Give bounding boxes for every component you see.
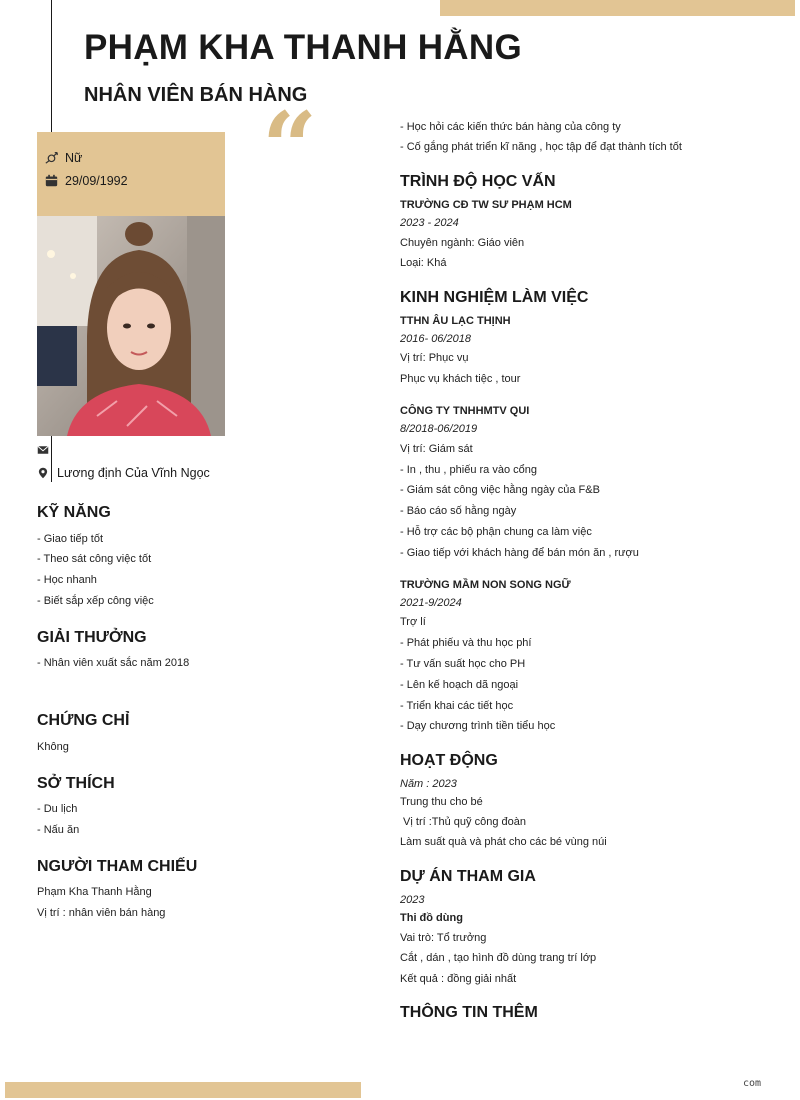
education-major: Chuyên ngành: Giáo viên (400, 237, 525, 249)
project-name: Thi đồ dùng (400, 912, 463, 924)
location-pin-icon (37, 467, 49, 479)
job-line: - Dạy chương trình tiền tiểu học (400, 720, 556, 732)
candidate-name: PHẠM KHA THANH HẰNG (84, 28, 522, 67)
job-title: NHÂN VIÊN BÁN HÀNG (84, 84, 308, 106)
address-value: Lương định Của Vĩnh Ngọc (57, 466, 210, 480)
references-title: NGƯỜI THAM CHIẾU (37, 858, 198, 875)
project-line: Cắt , dán , tạo hình đồ dùng trang trí lớp (400, 952, 597, 964)
job-line: Vị trí: Giám sát (400, 443, 473, 455)
birthdate-row (45, 169, 225, 192)
gender-icon (45, 151, 58, 164)
job-line: - Hỗ trợ các bộ phận chung ca làm việc (400, 526, 592, 538)
awards-title: GIẢI THƯỞNG (37, 629, 147, 646)
job-line: Trợ lí (400, 616, 426, 628)
address-row (37, 466, 210, 480)
skill-item: - Biết sắp xếp công việc (37, 595, 154, 607)
quote-mark-icon: “ (262, 91, 318, 204)
job-company: TRƯỜNG MẦM NON SONG NGỮ (400, 579, 571, 591)
objective-item: - Học hỏi các kiến thức bán hàng của công ty (400, 121, 621, 133)
job-line: - Báo cáo số hằng ngày (400, 505, 517, 517)
personal-info-box (37, 132, 225, 216)
education-title: TRÌNH ĐỘ HỌC VẤN (400, 173, 556, 190)
reference-item: Phạm Kha Thanh Hằng (37, 886, 152, 898)
job-period: 2016- 06/2018 (400, 333, 471, 345)
education-period: 2023 - 2024 (400, 217, 459, 229)
extra-info-title: THÔNG TIN THÊM (400, 1004, 538, 1021)
gender-row (45, 146, 225, 169)
job-period: 8/2018-06/2019 (400, 423, 478, 435)
job-period: 2021-9/2024 (400, 597, 462, 609)
job-line: - Giao tiếp với khách hàng để bán món ăn , rượu (400, 547, 639, 559)
certificate-item: Không (37, 741, 69, 753)
job-line: Phục vụ khách tiệc , tour (400, 373, 521, 385)
activities-title: HOẠT ĐỘNG (400, 752, 498, 769)
skills-title: KỸ NĂNG (37, 504, 111, 521)
experience-title: KINH NGHIỆM LÀM VIỆC (400, 289, 589, 306)
hobbies-title: SỞ THÍCH (37, 775, 115, 792)
job-line: - Phát phiếu và thu học phí (400, 637, 532, 649)
job-line: Vị trí: Phục vụ (400, 352, 469, 364)
activity-line: Vị trí :Thủ quỹ công đoàn (400, 816, 526, 828)
job-company: CÔNG TY TNHHMTV QUI (400, 405, 530, 417)
job-line: - Lên kế hoạch dã ngoại (400, 679, 519, 691)
birthdate-value: 29/09/1992 (65, 173, 128, 188)
job-line: - Tư vấn suất học cho PH (400, 658, 526, 670)
calendar-icon (45, 174, 58, 187)
education-grade: Loại: Khá (400, 257, 447, 269)
reference-item: Vị trí : nhân viên bán hàng (37, 907, 166, 919)
hobby-item: - Nấu ăn (37, 824, 80, 836)
profile-photo (37, 216, 225, 436)
project-year: 2023 (400, 894, 425, 906)
job-line: - In , thu , phiếu ra vào cổng (400, 464, 537, 476)
hobby-item: - Du lịch (37, 803, 78, 815)
activity-line: Làm suất quà và phát cho các bé vùng núi (400, 836, 607, 848)
skill-item: - Giao tiếp tốt (37, 533, 104, 545)
skill-item: - Học nhanh (37, 574, 97, 586)
project-line: Vai trò: Tổ trưởng (400, 932, 487, 944)
job-line: - Triển khai các tiết học (400, 700, 514, 712)
bottom-accent-bar (5, 1082, 361, 1098)
award-item: - Nhân viên xuất sắc năm 2018 (37, 657, 190, 669)
project-line: Kết quả : đồng giải nhất (400, 973, 517, 985)
top-accent-bar (440, 0, 795, 16)
skill-item: - Theo sát công việc tốt (37, 553, 152, 565)
activity-line: Trung thu cho bé (400, 796, 483, 808)
certificates-title: CHỨNG CHỈ (37, 712, 130, 729)
projects-title: DỰ ÁN THAM GIA (400, 868, 536, 885)
activities-year: Năm : 2023 (400, 778, 457, 790)
gender-value: Nữ (65, 150, 83, 165)
job-company: TTHN ÂU LẠC THỊNH (400, 315, 511, 327)
email-row (37, 444, 57, 456)
job-line: - Giám sát công việc hằng ngày của F&B (400, 484, 600, 496)
education-school: TRƯỜNG CĐ TW SƯ PHẠM HCM (400, 199, 572, 211)
envelope-icon (37, 444, 49, 456)
footer-domain: com (743, 1078, 762, 1089)
objective-item: - Cố gắng phát triển kĩ năng , học tập để đạt thành tích tốt (400, 141, 682, 153)
